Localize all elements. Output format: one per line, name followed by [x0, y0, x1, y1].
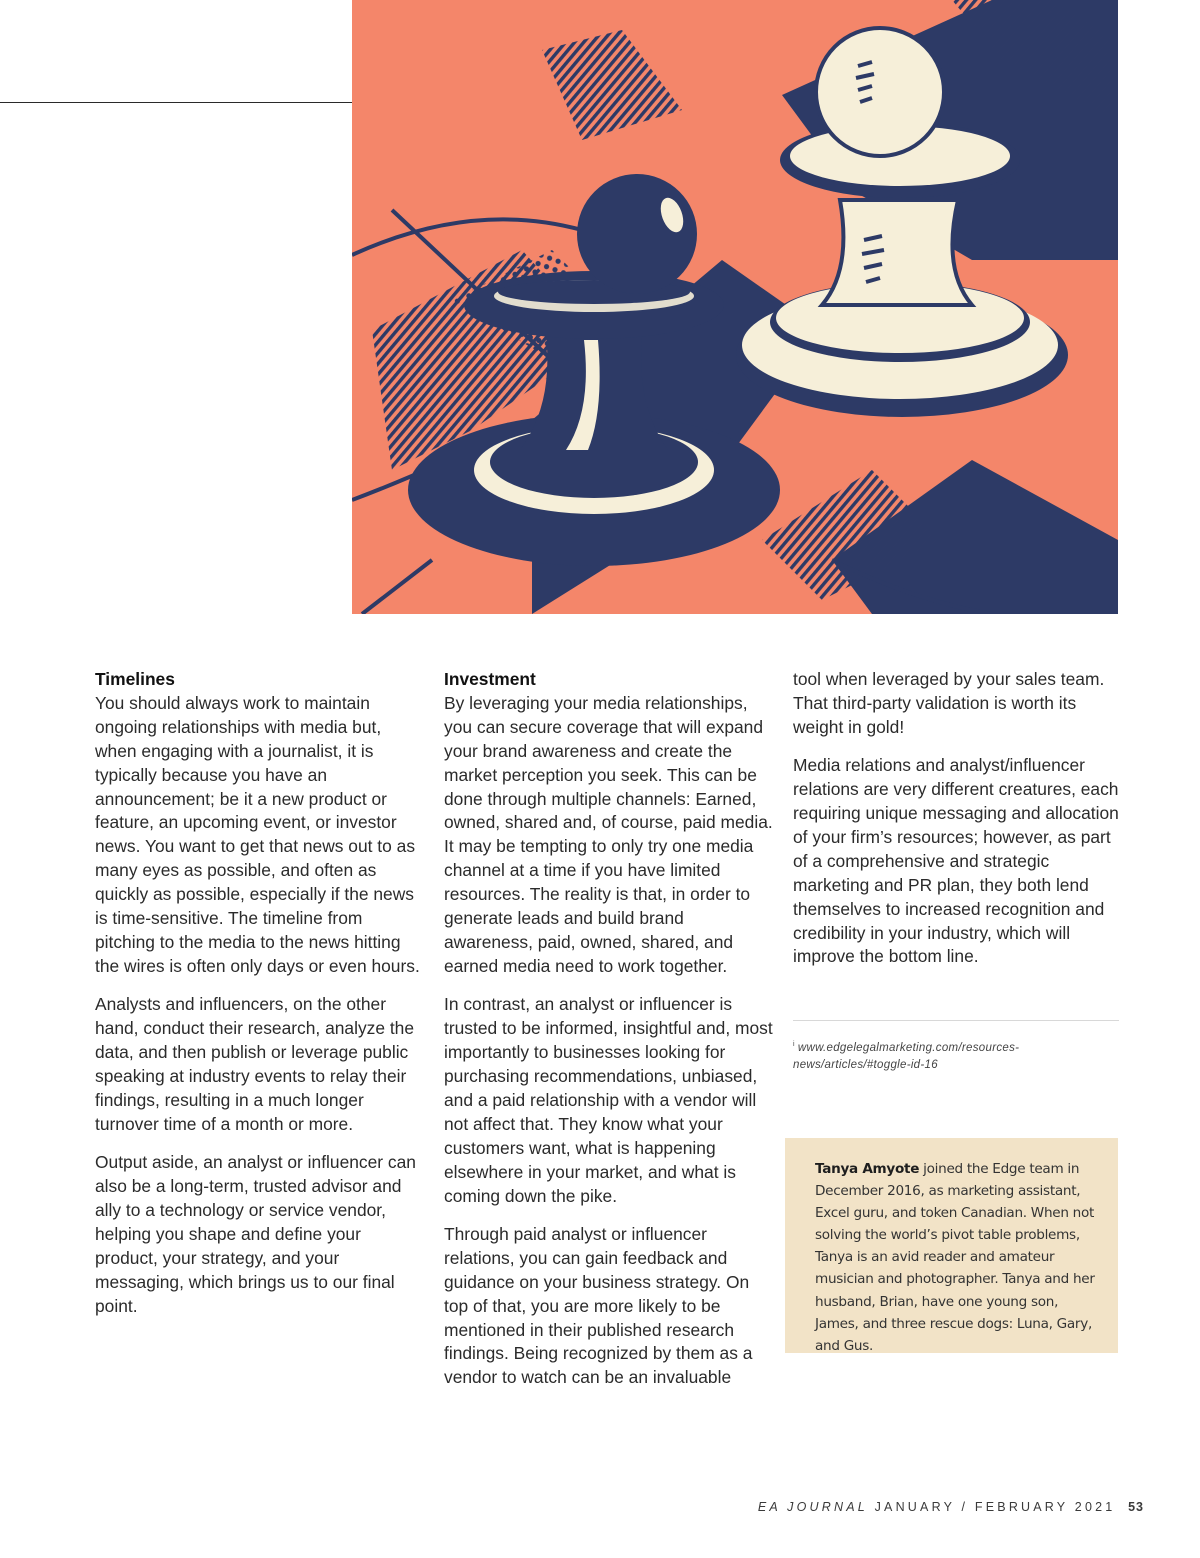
paragraph: Media relations and analyst/influencer relations are very different creatures, each requiring unique messaging and allocation of your firm’s resources; however, as part of a comprehensive and strategic marketing and PR plan, they both lend themselves to increased recognition and credibility in your industry, which will improve the bottom line. [793, 755, 1119, 967]
section-heading-timelines: Timelines [95, 669, 175, 689]
paragraph: In contrast, an analyst or influencer is trusted to be informed, insightful and, most importantly to businesses looking for purchasing recommendations, unbiased, and a paid relationship with a vendor will not affect that. They know what your customers want, what is happening elsewhere in your market, and what is coming down the pike. [444, 994, 773, 1206]
article-column-3 [793, 668, 1123, 984]
paragraph: You should always work to maintain ongoing relationships with media but, when engaging with a journalist, it is typically because you have an announcement; be it a new product or feature, an upcoming event, or investor news. You want to get that news out to as many eyes as possible, and often as quickly as possible, especially if the news is time-sensitive. The timeline from pitching to the media to the news hitting the wires is often only days or even hours. [95, 692, 420, 976]
section-heading-investment: Investment [444, 669, 536, 689]
author-bio-text: joined the Edge team in December 2016, as marketing assistant, Excel guru, and token Canadian. When not solving the world’s pivot table problems, Tanya is an avid reader and amateur musician and photographer. Tanya and her husband, Brian, have one young son, James, and three rescue dogs: Luna, Gary, and Gus. [815, 1161, 1095, 1354]
footnote-divider [793, 1020, 1119, 1021]
author-name: Tanya Amyote [815, 1161, 920, 1177]
page-number: 53 [1128, 1500, 1144, 1514]
paragraph: Analysts and influencers, on the other hand, conduct their research, analyze the data, and then publish or leverage public speaking at industry events to relay their findings, resulting in a much longer turnover time of a month or more. [95, 994, 415, 1134]
journal-name: EA JOURNAL [757, 1500, 868, 1514]
article-column-1 [95, 668, 427, 1333]
footnote-marker: i [793, 1041, 795, 1048]
paragraph: By leveraging your media relationships, you can secure coverage that will expand your brand awareness and create the market perception you seek. This can be done through multiple channels: Earned, owned, shared and, of course, paid media. It may be tempting to only try one media channel at a time if you have limited resources. The reality is that, in order to generate leads and build brand awareness, paid, owned, shared, and earned media need to work together. [444, 692, 773, 976]
page-footer [758, 1500, 1144, 1514]
paragraph: Output aside, an analyst or influencer can also be a long-term, trusted advisor and ally to a technology or service vendor, helping you shape and define your product, your strategy, and your messaging, which brings us to our final point. [95, 1152, 416, 1316]
author-bio [815, 1158, 1105, 1357]
footnote-link[interactable]: www.edgelegalmarketing.com/resources-news/articles/#toggle-id-16 [793, 1041, 1020, 1071]
paragraph: tool when leveraged by your sales team. That third-party validation is worth its weight in gold! [793, 669, 1105, 737]
footnote [793, 1036, 1093, 1074]
article-column-2 [444, 668, 776, 1405]
paragraph: Through paid analyst or influencer relations, you can gain feedback and guidance on your business strategy. On top of that, you are more likely to be mentioned in their published research findings. Being recognized by them as a vendor to watch can be an invaluable [444, 1223, 753, 1388]
issue-date: JANUARY / FEBRUARY 2021 [874, 1500, 1116, 1514]
top-rule [0, 102, 352, 103]
chess-pawns-illustration [352, 0, 1118, 614]
